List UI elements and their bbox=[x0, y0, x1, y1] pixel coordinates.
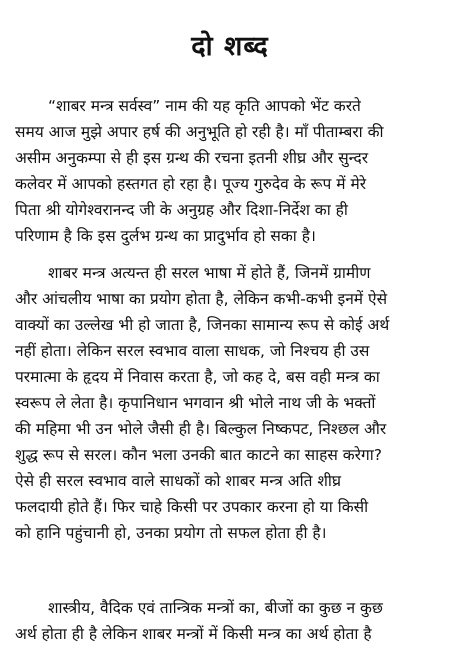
text-line: नहीं होता। लेकिन सरल स्वभाव वाला साधक, जो निश्चय ही उस bbox=[15, 342, 370, 360]
text-line: समय आज मुझे अपार हर्ष की अनुभूति हो रही है। माँ पीताम्बरा की bbox=[15, 123, 384, 141]
text-line: फलदायी होते हैं। फिर चाहे किसी पर उपकार करना हो या किसी bbox=[15, 498, 369, 516]
text-line: अर्थ होता ही है लेकिन शाबर मन्त्रों में किसी मन्त्र का अर्थ होता है bbox=[15, 625, 372, 643]
text-line: कलेवर में आपको हस्तगत हो रहा है। पूज्य गुरुदेव के रूप में मेरे bbox=[15, 175, 367, 193]
text-line: स्वरूप ले लेता है। कृपानिधान भगवान श्री भोले नाथ जी के भक्तों bbox=[15, 394, 376, 412]
text-line: वाक्यों का उल्लेख भी हो जाता है, जिनका सामान्य रूप से कोई अर्थ bbox=[15, 316, 390, 334]
text-line: को हानि पहुंचानी हो, उनका प्रयोग तो सफल होता ही है। bbox=[15, 524, 327, 542]
text-line: “शाबर मन्त्र सर्वस्व” नाम की यह कृति आपको भेंट करते bbox=[48, 97, 361, 115]
text-line: शुद्ध रूप से सरल। कौन भला उनकी बात काटने का साहस करेगा? bbox=[15, 446, 382, 464]
text-line: असीम अनुकम्पा से ही इस ग्रन्थ की रचना इतनी शीघ्र और सुन्दर bbox=[15, 149, 369, 167]
text-line: शाबर मन्त्र अत्यन्त ही सरल भाषा में होते हैं, जिनमें ग्रामीण bbox=[48, 264, 371, 282]
text-line: की महिमा भी उन भोले जैसी ही है। बिल्कुल निष्कपट, निश्छल और bbox=[15, 420, 387, 438]
text-line: और आंचलीय भाषा का प्रयोग होता है, लेकिन कभी-कभी इनमें ऐसे bbox=[15, 290, 388, 308]
page-title: दो शब्द bbox=[191, 31, 269, 62]
text-line: ऐसे ही सरल स्वभाव वाले साधकों को शाबर मन्त्र अति शीघ्र bbox=[15, 472, 342, 490]
text-line: पिता श्री योगेश्वरानन्द जी के अनुग्रह और दिशा-निर्देश का ही bbox=[15, 201, 348, 219]
text-line: परमात्मा के हृदय में निवास करता है, जो कह दे, बस वही मन्त्र का bbox=[15, 368, 380, 386]
text-line: परिणाम है कि इस दुर्लभ ग्रन्थ का प्रादुर्भाव हो सका है। bbox=[15, 227, 316, 245]
text-line: शास्त्रीय, वैदिक एवं तान्त्रिक मन्त्रों का, बीजों का कुछ न कुछ bbox=[48, 599, 383, 617]
